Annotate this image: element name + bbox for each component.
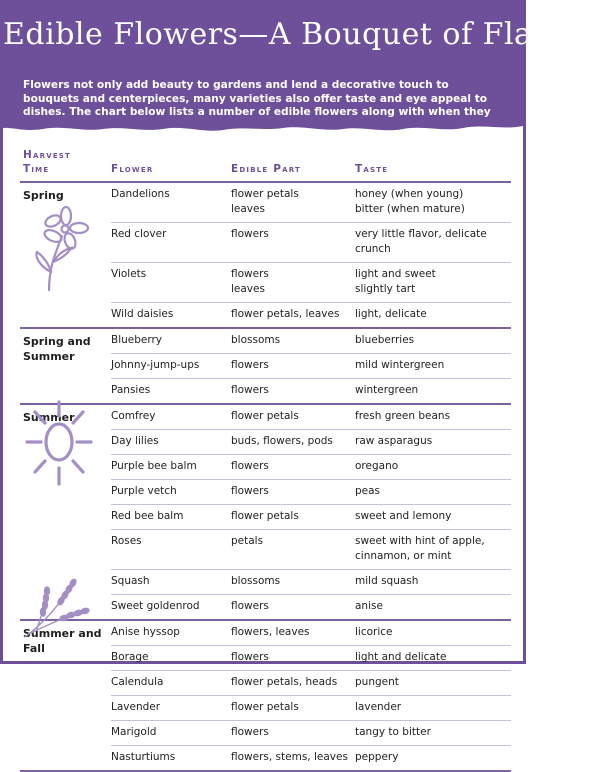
table-row [111,645,511,670]
taste-description: licorice [355,626,393,638]
edible-part: flower petals [231,410,299,422]
table-row [111,429,511,454]
sun-illustration-icon [23,398,95,488]
taste-description: lavender [355,701,402,713]
harvest-time-label: Spring and Summer [23,335,91,363]
taste-description: oregano [355,460,399,472]
table-row [111,745,511,770]
taste-description: honey (when young) bitter (when mature) [355,188,465,215]
edible-part: buds, flowers, pods [231,435,333,447]
edible-part: flower petals [231,510,299,522]
edible-part: flowers leaves [231,268,269,295]
flower-name: Anise hyssop [111,626,180,638]
table-row [111,378,511,403]
edible-part: flowers, leaves [231,626,310,638]
edible-part: flower petals, heads [231,676,338,688]
edible-part: flowers [231,651,269,663]
edible-part: flower petals [231,701,299,713]
table-row [111,302,511,327]
flower-name: Johnny-jump-ups [111,359,200,371]
section-rows [111,329,511,403]
flower-name: Borage [111,651,149,663]
edible-part: blossoms [231,575,281,587]
section-rows [111,621,511,770]
harvest-time-label: Summer [23,411,75,424]
column-header-harvest [23,148,71,176]
table-row [111,405,511,429]
flower-name: Purple vetch [111,485,177,497]
edible-part: petals [231,535,264,547]
flower-illustration-icon [29,206,89,294]
table-row [111,183,511,222]
flower-name: Comfrey [111,410,156,422]
flower-name: Marigold [111,726,157,738]
flower-name: Squash [111,575,150,587]
taste-description: anise [355,600,383,612]
harvest-time-label: Spring [23,189,64,202]
flower-name: Roses [111,535,142,547]
flower-name: Wild daisies [111,308,174,320]
taste-description: very little flavor, delicate crunch [355,228,487,255]
table-header [20,143,511,183]
intro-paragraph: Flowers not only add beauty to gardens and lend a decorative touch to bouquets and centerpieces, many varieties also offer taste and eye appeal to dishes. The chart below lists a number of edible flowers along with when they [23,79,491,118]
taste-description: light and sweet slightly tart [355,268,436,295]
flower-name: Day lilies [111,435,159,447]
edible-part: flowers [231,384,269,396]
flower-name: Violets [111,268,147,280]
edible-part: flowers [231,228,269,240]
table-row [111,720,511,745]
flower-name: Nasturtiums [111,751,176,763]
table-row [111,670,511,695]
edible-part: flower petals, leaves [231,308,340,320]
harvest-label-line-1: Harvest [23,149,72,161]
column-header-taste: Taste [355,163,389,175]
edible-part: flowers, stems, leaves [231,751,348,763]
flower-name: Red bee balm [111,510,184,522]
header-banner [3,3,599,126]
column-header-part: Edible Part [231,163,301,175]
table-row [111,222,511,262]
table-row [111,504,511,529]
taste-description: peas [355,485,381,497]
table-row [111,262,511,302]
taste-description: fresh green beans [355,410,451,422]
table-row [111,594,511,619]
flower-name: Blueberry [111,334,163,346]
flower-name: Red clover [111,228,167,240]
flower-name: Lavender [111,701,161,713]
taste-description: tangy to bitter [355,726,431,738]
taste-description: blueberries [355,334,415,346]
flower-name: Sweet goldenrod [111,600,200,612]
section-spring-and-summer [20,329,511,405]
edible-part: blossoms [231,334,281,346]
table-row [111,329,511,353]
taste-description: wintergreen [355,384,419,396]
table-row [111,569,511,594]
section-rows [111,183,511,327]
flower-name: Pansies [111,384,151,396]
table-row [111,529,511,569]
harvest-label-line-2: Time [23,163,50,175]
header-torn-edge [3,121,523,135]
table-row [111,621,511,645]
taste-description: light and delicate [355,651,447,663]
taste-description: peppery [355,751,399,763]
taste-description: raw asparagus [355,435,433,447]
taste-description: mild wintergreen [355,359,445,371]
edible-part: flowers [231,460,269,472]
taste-description: sweet and lemony [355,510,452,522]
edible-part: flowers [231,485,269,497]
flower-name: Calendula [111,676,164,688]
section-spring [20,183,511,329]
table-row [111,695,511,720]
taste-description: sweet with hint of apple, cinnamon, or mint [355,535,485,562]
table-row [111,454,511,479]
taste-description: light, delicate [355,308,427,320]
section-rows [111,405,511,619]
edible-part: flowers [231,359,269,371]
harvest-time-label: Summer and Fall [23,627,102,655]
edible-part: flowers [231,600,269,612]
taste-description: mild squash [355,575,419,587]
section-summer-and-fall [20,621,511,772]
edible-part: flower petals leaves [231,188,299,215]
lavender-sprig-illustration-icon [21,573,91,643]
column-header-flower: Flower [111,163,154,175]
table-row [111,479,511,504]
taste-description: pungent [355,676,399,688]
table-row [111,353,511,378]
flower-name: Purple bee balm [111,460,197,472]
page-title: Edible Flowers—A Bouquet of Flavors [3,17,599,52]
flower-name: Dandelions [111,188,170,200]
edible-part: flowers [231,726,269,738]
